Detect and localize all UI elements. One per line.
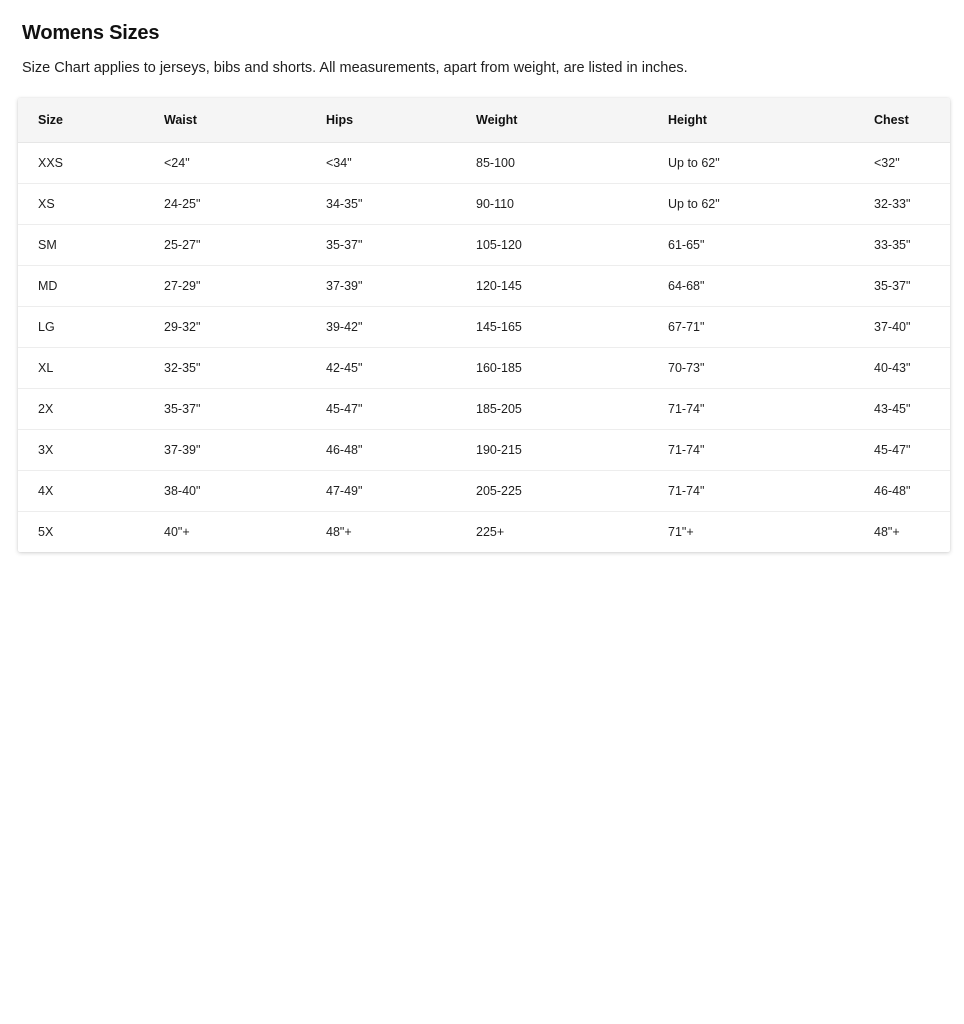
cell-waist: 24-25" [146, 183, 312, 224]
table-header [18, 98, 950, 143]
cell-chest: 43-45" [860, 388, 950, 429]
cell-waist: 37-39" [146, 429, 312, 470]
table-row [18, 224, 950, 265]
cell-hips: 47-49" [312, 470, 462, 511]
column-header-hips: Hips [312, 98, 462, 143]
cell-waist: 25-27" [146, 224, 312, 265]
cell-hips: 42-45" [312, 347, 462, 388]
cell-chest: 48"+ [874, 524, 900, 539]
table-row [18, 142, 950, 183]
cell-chest: <32" [860, 142, 950, 183]
column-header-waist: Waist [146, 98, 312, 143]
cell-weight: 120-145 [462, 265, 654, 306]
cell-weight: 225+ [476, 524, 505, 539]
cell-height: 71-74" [654, 388, 860, 429]
cell-chest: 33-35" [860, 224, 950, 265]
cell-hips: 37-39" [312, 265, 462, 306]
cell-height: 64-68" [654, 265, 860, 306]
cell-size: MD [18, 265, 146, 306]
cell-size: XL [18, 347, 146, 388]
cell-height: 71"+ [668, 524, 694, 539]
cell-size: XXS [18, 142, 146, 183]
table-row [18, 511, 950, 552]
table-row [18, 265, 950, 306]
cell-height: Up to 62" [654, 142, 860, 183]
table-row [18, 388, 950, 429]
cell-chest: 35-37" [860, 265, 950, 306]
cell-hips: 39-42" [312, 306, 462, 347]
cell-size: 3X [18, 429, 146, 470]
cell-hips: 46-48" [312, 429, 462, 470]
cell-chest: 46-48" [860, 470, 950, 511]
cell-weight: 105-120 [462, 224, 654, 265]
cell-size: LG [18, 306, 146, 347]
cell-hips: <34" [312, 142, 462, 183]
cell-hips: 35-37" [312, 224, 462, 265]
table-row [18, 347, 950, 388]
cell-waist: 38-40" [146, 470, 312, 511]
cell-chest: 40-43" [860, 347, 950, 388]
cell-height: 71-74" [654, 429, 860, 470]
cell-height: 61-65" [654, 224, 860, 265]
table-row [18, 183, 950, 224]
cell-weight: 190-215 [462, 429, 654, 470]
cell-weight: 160-185 [462, 347, 654, 388]
cell-weight: 85-100 [462, 142, 654, 183]
cell-hips: 34-35" [312, 183, 462, 224]
page-subtitle: Size Chart applies to jerseys, bibs and shorts. All measurements, apart from weight, are listed in inches. [22, 60, 688, 76]
cell-size: XS [18, 183, 146, 224]
table-row [18, 470, 950, 511]
cell-chest: 32-33" [860, 183, 950, 224]
table-header-row [18, 98, 950, 143]
column-header-size: Size [18, 98, 146, 143]
table-row [18, 306, 950, 347]
cell-size: SM [18, 224, 146, 265]
cell-chest: 37-40" [860, 306, 950, 347]
table-row [18, 429, 950, 470]
cell-waist: <24" [146, 142, 312, 183]
cell-size: 5X [38, 524, 54, 539]
column-header-height: Height [654, 98, 860, 143]
cell-height: 67-71" [654, 306, 860, 347]
cell-waist: 27-29" [146, 265, 312, 306]
cell-hips: 45-47" [312, 388, 462, 429]
cell-waist: 40"+ [164, 524, 190, 539]
cell-waist: 35-37" [146, 388, 312, 429]
column-header-weight: Weight [462, 98, 654, 143]
cell-hips: 48"+ [326, 524, 352, 539]
column-header-chest: Chest [860, 98, 950, 143]
cell-waist: 29-32" [146, 306, 312, 347]
cell-size: 2X [18, 388, 146, 429]
cell-height: 71-74" [654, 470, 860, 511]
cell-size: 4X [18, 470, 146, 511]
table-body [18, 142, 950, 552]
page-title: Womens Sizes [22, 22, 160, 44]
size-chart-card [18, 98, 950, 552]
cell-weight: 185-205 [462, 388, 654, 429]
cell-height: 70-73" [654, 347, 860, 388]
size-chart-table [18, 98, 950, 552]
cell-weight: 205-225 [462, 470, 654, 511]
cell-weight: 90-110 [462, 183, 654, 224]
cell-chest: 45-47" [860, 429, 950, 470]
cell-height: Up to 62" [654, 183, 860, 224]
cell-weight: 145-165 [462, 306, 654, 347]
cell-waist: 32-35" [146, 347, 312, 388]
